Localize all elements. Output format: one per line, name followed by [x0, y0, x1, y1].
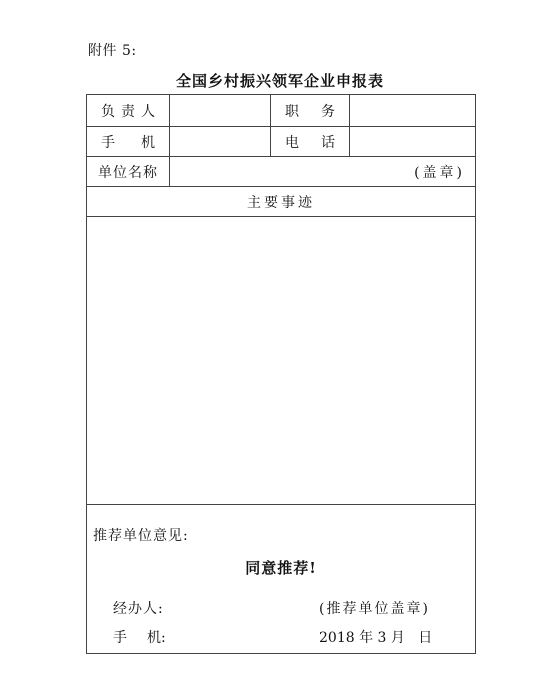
unit-seal-note: (盖章) — [414, 164, 465, 181]
position-label: 职 务 — [270, 95, 349, 126]
telephone-label: 电 话 — [270, 127, 349, 156]
mobile-field[interactable] — [169, 127, 270, 156]
recommendation-date: 2018 年 3 月 日 — [319, 630, 433, 646]
attachment-number: 附件 5: — [88, 43, 137, 59]
row-person-in-charge — [87, 95, 475, 127]
main-deeds-field[interactable] — [87, 217, 475, 505]
telephone-field[interactable] — [349, 127, 475, 156]
row-unit-name — [87, 157, 475, 187]
row-mobile — [87, 127, 475, 157]
unit-name-label: 单位名称 — [98, 164, 158, 181]
recommendation-section — [87, 505, 475, 653]
application-form — [86, 94, 476, 654]
mobile-label: 手 机 — [101, 134, 155, 151]
main-deeds-heading: 主要事迹 — [247, 194, 315, 211]
recommendation-text: 同意推荐! — [245, 559, 317, 577]
person-in-charge-field[interactable] — [169, 95, 270, 126]
recommending-unit-seal-note: (推荐单位盖章) — [319, 601, 430, 617]
recommendation-label: 推荐单位意见: — [93, 528, 189, 544]
unit-name-field[interactable] — [169, 157, 475, 186]
row-main-deeds-title — [87, 187, 475, 217]
position-field[interactable] — [349, 95, 475, 126]
form-title: 全国乡村振兴领军企业申报表 — [175, 72, 384, 90]
person-in-charge-label: 负 责 人 — [101, 103, 155, 120]
handler-label: 经办人: — [113, 601, 164, 617]
handler-phone-label: 手 机: — [113, 630, 166, 646]
